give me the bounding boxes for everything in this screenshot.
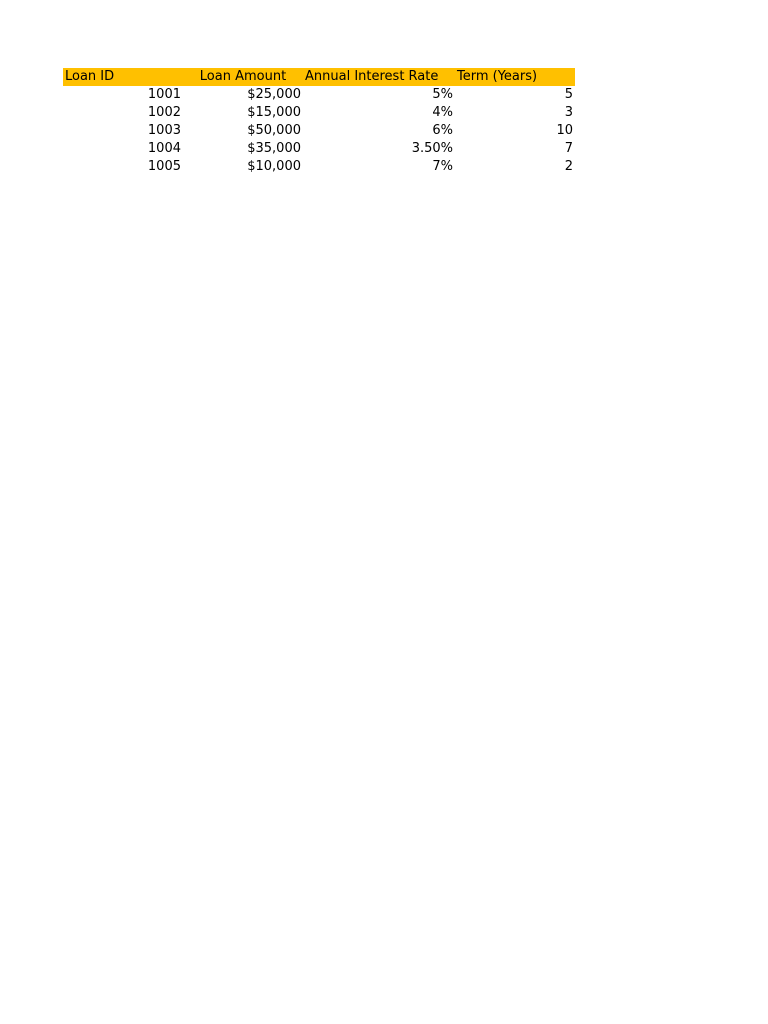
cell-loan-id[interactable]: 1005 [147, 159, 181, 174]
header-loan-amount[interactable]: Loan Amount [183, 68, 303, 86]
cell-loan-id[interactable]: 1001 [147, 87, 181, 102]
cell-interest-rate[interactable]: 5% [432, 87, 453, 102]
cell-term[interactable]: 10 [556, 123, 573, 138]
cell-loan-id[interactable]: 1003 [147, 123, 181, 138]
loan-table [63, 68, 575, 176]
header-annual-interest-rate[interactable]: Annual Interest Rate [303, 68, 455, 86]
cell-interest-rate[interactable]: 3.50% [411, 141, 453, 156]
header-row [63, 68, 575, 86]
cell-interest-rate[interactable]: 7% [432, 159, 453, 174]
cell-loan-amount[interactable]: $15,000 [247, 105, 301, 120]
cell-interest-rate[interactable]: 4% [432, 105, 453, 120]
table-row [63, 104, 575, 122]
table-row [63, 122, 575, 140]
table-row [63, 158, 575, 176]
cell-term[interactable]: 7 [564, 141, 573, 156]
header-term-years[interactable]: Term (Years) [455, 68, 575, 86]
cell-interest-rate[interactable]: 6% [432, 123, 453, 138]
cell-loan-id[interactable]: 1004 [147, 141, 181, 156]
table-row [63, 86, 575, 104]
cell-term[interactable]: 5 [564, 87, 573, 102]
cell-loan-amount[interactable]: $10,000 [247, 159, 301, 174]
header-loan-id[interactable]: Loan ID [63, 68, 183, 86]
cell-loan-amount[interactable]: $25,000 [247, 87, 301, 102]
cell-loan-amount[interactable]: $35,000 [247, 141, 301, 156]
table-row [63, 140, 575, 158]
cell-term[interactable]: 2 [564, 159, 573, 174]
cell-loan-amount[interactable]: $50,000 [247, 123, 301, 138]
cell-term[interactable]: 3 [564, 105, 573, 120]
cell-loan-id[interactable]: 1002 [147, 105, 181, 120]
